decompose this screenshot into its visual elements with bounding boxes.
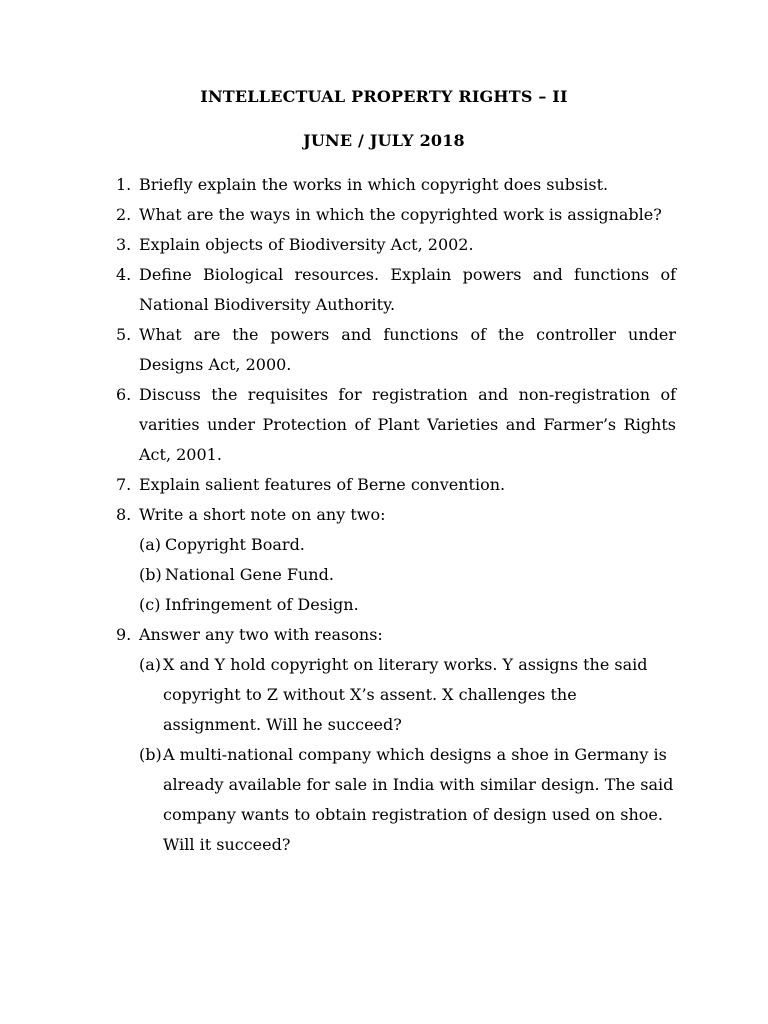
sub-question-8b [139, 560, 676, 590]
sub-question-text: Infringement of Design. [165, 595, 359, 614]
question-2 [116, 200, 676, 230]
document-title: INTELLECTUAL PROPERTY RIGHTS – II [200, 87, 568, 106]
question-text: Discuss the requisites for registration and non-registration of varities under Protection of Plant Varieties and Farmer’s Rights Act, 2001. [139, 385, 676, 464]
question-number: 4. [116, 265, 132, 284]
question-1 [116, 170, 676, 200]
question-6 [116, 380, 676, 470]
question-7 [116, 470, 676, 500]
question-text: Explain salient features of Berne convention. [139, 475, 506, 494]
question-text: Define Biological resources. Explain powers and functions of National Biodiversity Authority. [139, 265, 676, 314]
sub-question-8c [139, 590, 676, 620]
question-number: 1. [116, 175, 132, 194]
sub-question-label: (b) [139, 565, 162, 584]
question-5 [116, 320, 676, 380]
question-text: What are the powers and functions of the controller under Designs Act, 2000. [139, 325, 676, 374]
sub-question-text: X and Y hold copyright on literary works. Y assigns the said copyright to Z without X’s assent. X challenges the assignment. Will he succeed? [163, 655, 648, 734]
sub-question-label: (b) [139, 745, 162, 764]
question-number: 7. [116, 475, 132, 494]
question-number: 6. [116, 385, 132, 404]
sub-question-text: Copyright Board. [165, 535, 305, 554]
sub-question-label: (a) [139, 655, 162, 674]
exam-session: JUNE / JULY 2018 [303, 131, 465, 150]
sub-question-text: A multi-national company which designs a shoe in Germany is already available for sale in India with similar design. The said company wants to obtain registration of design used on shoe. Will it succeed? [163, 745, 674, 854]
question-3 [116, 230, 676, 260]
question-number: 8. [116, 505, 132, 524]
question-4 [116, 260, 676, 320]
sub-question-8a [139, 530, 676, 560]
sub-question-9b [139, 740, 676, 860]
question-number: 5. [116, 325, 132, 344]
sub-question-9a [139, 650, 676, 740]
question-text: Explain objects of Biodiversity Act, 2002. [139, 235, 474, 254]
sub-question-label: (a) [139, 535, 162, 554]
question-text: Write a short note on any two: [139, 505, 386, 524]
question-number: 2. [116, 205, 132, 224]
sub-question-label: (c) [139, 595, 161, 614]
question-8 [116, 500, 676, 620]
question-text: Answer any two with reasons: [139, 625, 383, 644]
question-9 [116, 620, 676, 860]
sub-question-text: National Gene Fund. [165, 565, 334, 584]
question-list [116, 170, 676, 860]
question-text: What are the ways in which the copyrighted work is assignable? [139, 205, 662, 224]
question-number: 9. [116, 625, 132, 644]
question-number: 3. [116, 235, 132, 254]
question-text: Briefly explain the works in which copyright does subsist. [139, 175, 609, 194]
